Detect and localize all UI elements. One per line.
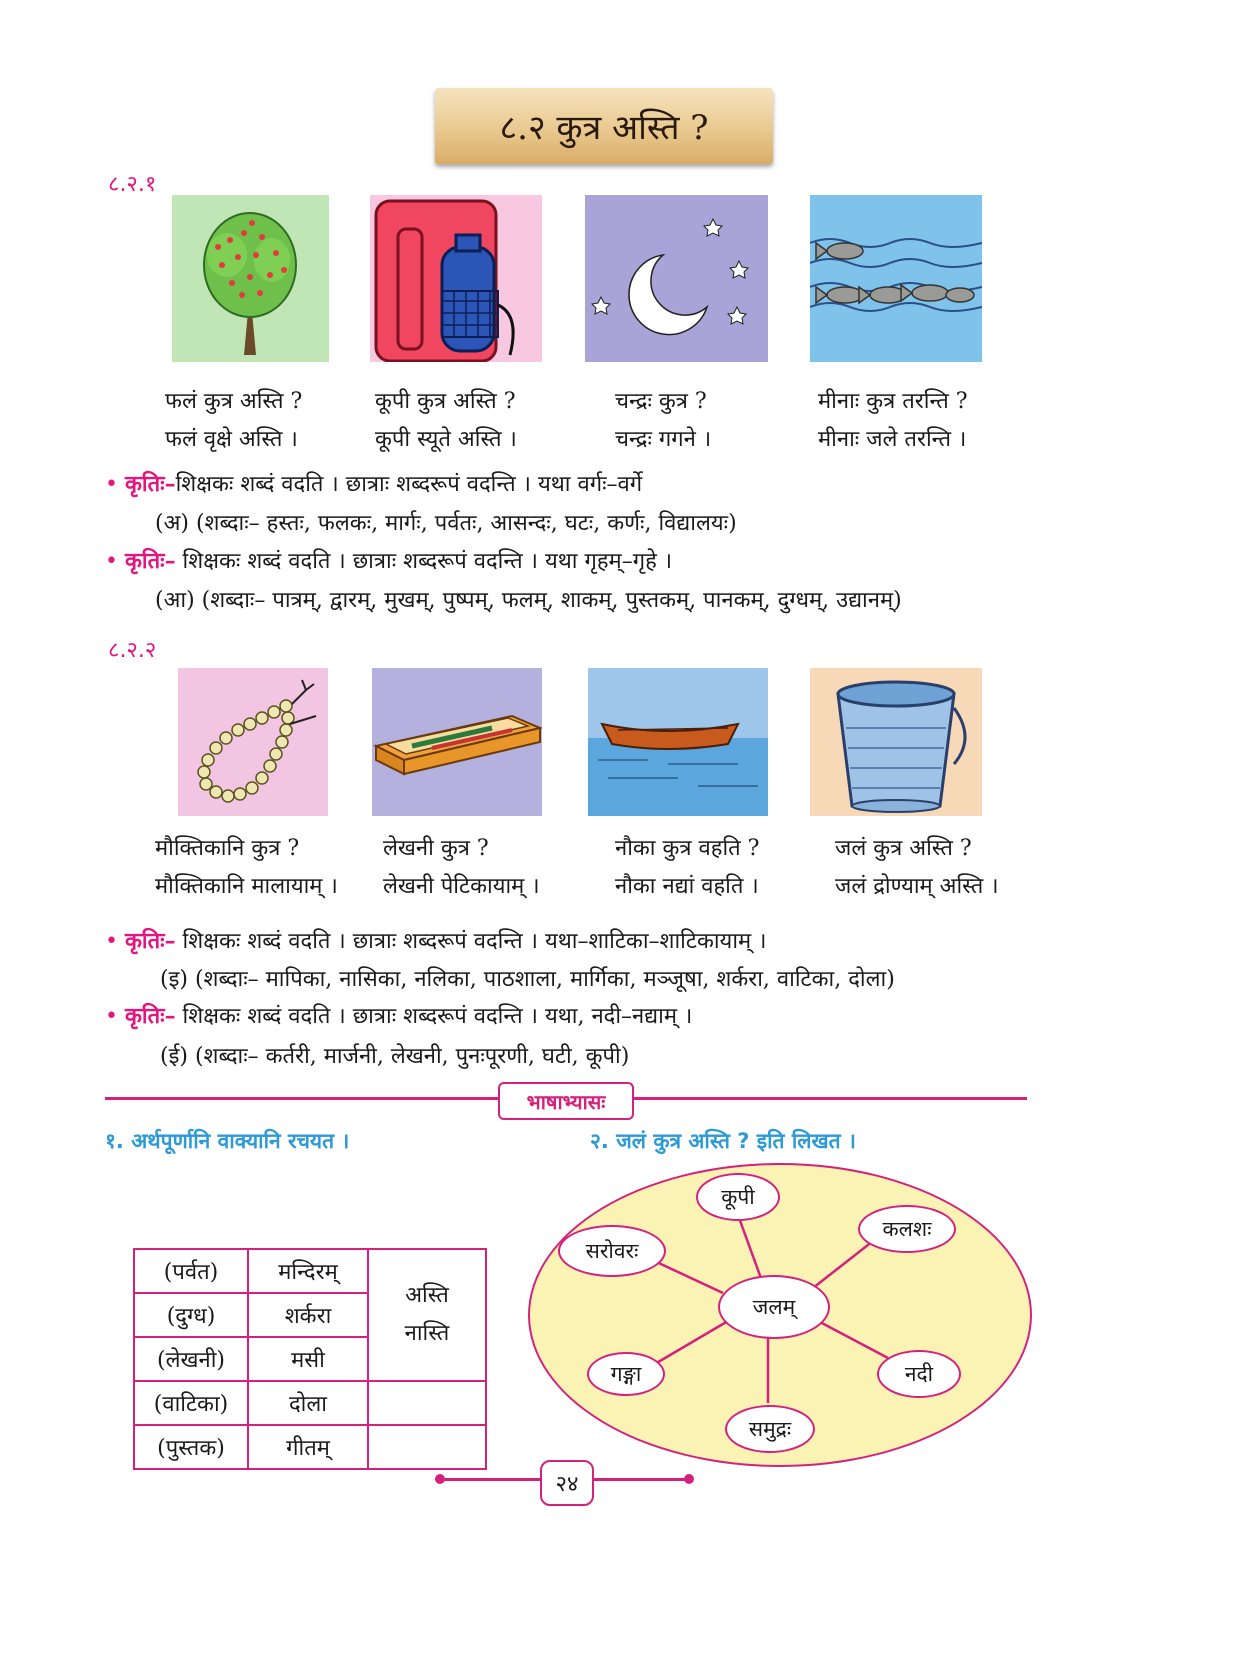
exercise-2-heading: २. जलं कुत्र अस्ति ? इति लिखत । <box>590 1129 856 1153</box>
qa-block-1: फलं कुत्र अस्ति ? फलं वृक्षे अस्ति । <box>165 389 303 452</box>
blank-cell[interactable] <box>368 1425 486 1469</box>
web-node: कलशः <box>858 1205 956 1253</box>
words-line-aa: (आ) (शब्दाः– पात्रम्, द्वारम्, मुखम्, पुष्पम्, फलम्, शाकम्, पुस्तकम्, पानकम्, दुग्धम्, उद्यानम्) <box>155 588 902 613</box>
beads-icon <box>178 668 328 816</box>
fish-icon <box>810 195 982 362</box>
chapter-title: ८.२ कुत्र अस्ति ? <box>499 108 709 148</box>
web-node: गङ्गा <box>587 1352 665 1396</box>
table-cell: शर्करा <box>248 1293 368 1337</box>
bucket-icon <box>810 668 982 816</box>
page-number: २४ <box>540 1460 594 1506</box>
table-cell: मसी <box>248 1337 368 1381</box>
words-line-ii: (ई) (शब्दाः– कर्तरी, मार्जनी, लेखनी, पुनःपूरणी, घटी, कूपी) <box>160 1044 630 1069</box>
table-cell: (पर्वत) <box>134 1249 248 1293</box>
web-node: समुद्रः <box>725 1405 815 1453</box>
qa-block-2: कूपी कुत्र अस्ति ? कूपी स्यूते अस्ति । <box>375 389 517 452</box>
table-cell: (दुग्ध) <box>134 1293 248 1337</box>
table-cell: (लेखनी) <box>134 1337 248 1381</box>
exercise-1-heading: १. अर्थपूर्णानि वाक्यानि रचयत । <box>105 1129 350 1153</box>
table-cell: (वाटिका) <box>134 1381 248 1425</box>
words-line-a: (अ) (शब्दाः– हस्तः, फलकः, मार्गः, पर्वतः, आसन्दः, घटः, कर्णः, विद्यालयः) <box>155 511 737 536</box>
qa-block-6: लेखनी कुत्र ? लेखनी पेटिकायाम् । <box>383 836 540 899</box>
table-cell: दोला <box>248 1381 368 1425</box>
section-label-1: ८.२.१ <box>108 172 157 197</box>
table-cell: गीतम् <box>248 1425 368 1469</box>
section-label-2: ८.२.२ <box>108 638 157 663</box>
activity-line-2: • कृतिः– शिक्षकः शब्दं वदति । छात्राः शब्दरूपं वदन्ति । यथा गृहम्–गृहे । <box>105 548 673 574</box>
table-cell: (पुस्तक) <box>134 1425 248 1469</box>
table-cell: मन्दिरम् <box>248 1249 368 1293</box>
bag-icon <box>370 195 542 362</box>
activity-line-1: • कृतिः–शिक्षकः शब्दं वदति । छात्राः शब्दरूपं वदन्ति । यथा वर्गः–वर्गे <box>105 471 643 497</box>
boat-icon <box>588 668 768 816</box>
activity-line-4: • कृतिः– शिक्षकः शब्दं वदति । छात्राः शब्दरूपं वदन्ति । यथा, नदी–नद्याम् । <box>105 1003 693 1029</box>
bhasha-label: भाषाभ्यासः <box>498 1082 634 1120</box>
blank-cell[interactable] <box>368 1381 486 1425</box>
qa-block-4: मीनाः कुत्र तरन्ति ? मीनाः जले तरन्ति । <box>818 389 968 452</box>
line-dot-left <box>435 1474 445 1484</box>
qa-block-5: मौक्तिकानि कुत्र ? मौक्तिकानि मालायाम् । <box>155 836 338 899</box>
qa-block-7: नौका कुत्र वहति ? नौका नद्यां वहति । <box>615 836 760 899</box>
words-line-i: (इ) (शब्दाः– मापिका, नासिका, नलिका, पाठशाला, मार्गिका, मञ्जूषा, शर्करा, वाटिका, दोला) <box>160 967 895 992</box>
chapter-title-box <box>435 88 773 164</box>
web-node: कूपी <box>696 1173 780 1221</box>
tree-icon <box>172 195 329 362</box>
moon-icon <box>585 195 768 362</box>
asti-nasti-cell: अस्ति नास्ति <box>368 1249 486 1381</box>
qa-block-3: चन्द्रः कुत्र ? चन्द्रः गगने । <box>615 389 712 452</box>
web-node: सरोवरः <box>558 1225 666 1277</box>
sentence-table <box>133 1248 487 1470</box>
web-center-node: जलम् <box>718 1275 830 1339</box>
activity-line-3: • कृतिः– शिक्षकः शब्दं वदति । छात्राः शब्दरूपं वदन्ति । यथा–शाटिका–शाटिकायाम् । <box>105 928 767 954</box>
pencil-box-icon <box>372 668 542 816</box>
web-node: नदी <box>877 1350 961 1398</box>
qa-block-8: जलं कुत्र अस्ति ? जलं द्रोण्याम् अस्ति । <box>835 836 999 899</box>
line-dot-right <box>684 1474 694 1484</box>
